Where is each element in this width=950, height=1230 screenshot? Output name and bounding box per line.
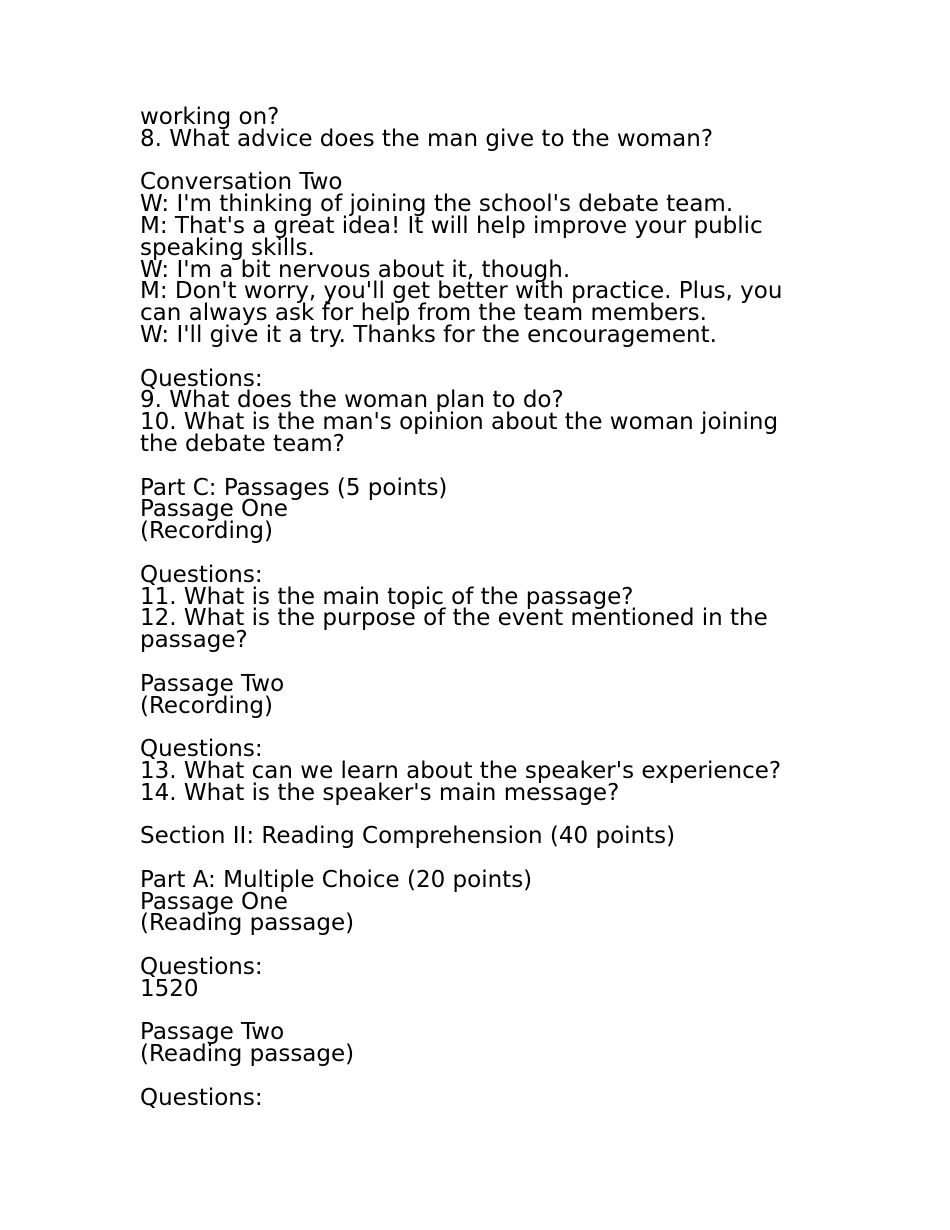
passage-placeholder: (Recording) (140, 518, 273, 545)
dialogue-line: speaking skills. (140, 234, 315, 261)
question-line: 13. What can we learn about the speaker's experience? (140, 757, 782, 784)
question-line: 12. What is the purpose of the event mentioned in the (140, 605, 768, 632)
section-heading: Section II: Reading Comprehension (40 points) (140, 823, 676, 850)
dialogue-line: W: I'm a bit nervous about it, though. (140, 256, 571, 283)
dialogue-line: can always ask for help from the team members. (140, 300, 707, 327)
dialogue-line: M: That's a great idea! It will help improve your public (140, 212, 763, 239)
passage-title: Passage One (140, 888, 288, 915)
dialogue-line: W: I'm thinking of joining the school's debate team. (140, 191, 734, 218)
question-line: 14. What is the speaker's main message? (140, 779, 620, 806)
document-page (140, 104, 820, 1111)
section-heading: Part A: Multiple Choice (20 points) (140, 866, 533, 893)
question-line: passage? (140, 627, 248, 654)
question-line: 8. What advice does the man give to the woman? (140, 125, 714, 152)
questions-heading: Questions: (140, 954, 263, 981)
question-line: the debate team? (140, 430, 345, 457)
question-line: 10. What is the man's opinion about the woman joining (140, 409, 779, 436)
section-heading: Part C: Passages (5 points) (140, 474, 448, 501)
text-line: working on? (140, 104, 280, 130)
question-line: 9. What does the woman plan to do? (140, 387, 564, 414)
question-line: 11. What is the main topic of the passage? (140, 583, 634, 610)
passage-title: Passage One (140, 496, 288, 523)
questions-heading: Questions: (140, 736, 263, 763)
passage-title: Passage Two (140, 670, 285, 697)
section-heading: Conversation Two (140, 169, 343, 196)
questions-heading: Questions: (140, 365, 263, 392)
questions-heading: Questions: (140, 561, 263, 588)
passage-placeholder: (Reading passage) (140, 1041, 355, 1068)
dialogue-line: W: I'll give it a try. Thanks for the encouragement. (140, 321, 717, 348)
passage-title: Passage Two (140, 1019, 285, 1046)
passage-placeholder: (Recording) (140, 692, 273, 719)
questions-heading: Questions: (140, 1084, 263, 1111)
question-range: 1520 (140, 975, 199, 1002)
dialogue-line: M: Don't worry, you'll get better with practice. Plus, you (140, 278, 783, 305)
passage-placeholder: (Reading passage) (140, 910, 355, 937)
